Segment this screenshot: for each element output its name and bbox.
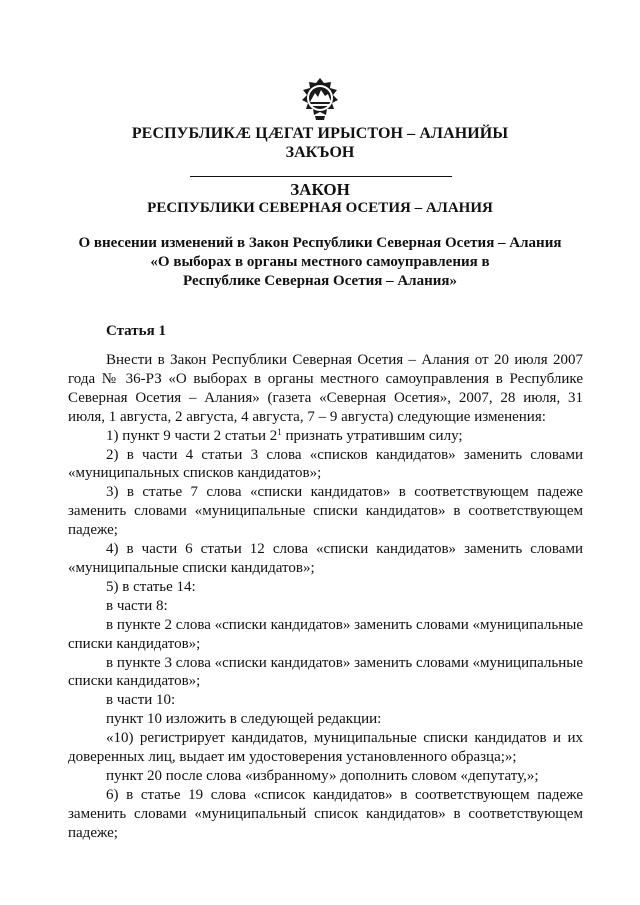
list-item: 5) в статье 14: bbox=[106, 578, 196, 595]
article-intro: Внести в Закон Республики Северная Осетия – Алания от 20 июля 2007 года № 36-РЗ «О выборах в органы местного самоуправления в Республике Северная Осетия – Алания» (газета «Северная Осетия», 2007, 28 июля, 31 июля, 1 августа, 2 августа, 4 августа, 7 – 9 августа) следующие изменения: bbox=[68, 352, 583, 425]
sub-item: пункт 10 изложить в следующей редакции: bbox=[106, 711, 382, 728]
header-republic: РЕСПУБЛИКИ СЕВЕРНАЯ ОСЕТИЯ – АЛАНИЯ bbox=[147, 200, 493, 216]
sub-item: пункт 20 после слова «избранному» дополнить словом «депутату,»; bbox=[106, 767, 539, 784]
list-item: 2) в части 4 статьи 3 слова «списков кандидатов» заменить словами «муниципальных списков кандидатов»; bbox=[68, 446, 583, 482]
sub-item: «10) регистрирует кандидатов, муниципальные списки кандидатов и их доверенных лиц, выдает им удостоверения установленного образца;»; bbox=[68, 730, 583, 766]
list-item: 6) в статье 19 слова «список кандидатов» в соответствующем падеже заменить словами «муниципальный список кандидатов» в соответствующем падеже; bbox=[68, 786, 583, 841]
sub-item: в пункте 3 слова «списки кандидатов» заменить словами «муниципальные списки кандидатов»; bbox=[68, 654, 583, 690]
sub-item: в части 10: bbox=[106, 692, 176, 709]
sub-item: в части 8: bbox=[106, 597, 168, 614]
list-item-text: признать утратившим силу; bbox=[281, 427, 463, 444]
list-item: 3) в статье 7 слова «списки кандидатов» в соответствующем падеже заменить словами «муниципальные списки кандидатов» в соответствующем падеже; bbox=[68, 484, 583, 539]
list-item: 4) в части 6 статьи 12 слова «списки кандидатов» заменить словами «муниципальные списки кандидатов»; bbox=[68, 541, 583, 576]
header-divider bbox=[190, 176, 452, 177]
article-heading: Статья 1 bbox=[106, 323, 166, 339]
header-ossetian-republic: РЕСПУБЛИКӔ ЦӔГАТ ИРЫСТОН – АЛАНИЙЫ bbox=[131, 125, 509, 142]
list-item-text: 1) пункт 9 части 2 статьи 2 bbox=[106, 427, 278, 444]
header-ossetian-law: ЗАКЪОН bbox=[285, 144, 355, 161]
law-title-line: О внесении изменений в Закон Республики Северная Осетия – Алания bbox=[78, 235, 562, 251]
law-title-line: Республике Северная Осетия – Алания» bbox=[183, 273, 457, 289]
law-title-line: «О выборах в органы местного самоуправления в bbox=[150, 254, 490, 270]
superscript: 1 bbox=[277, 426, 282, 437]
header-law: ЗАКОН bbox=[290, 180, 350, 199]
law-title bbox=[0, 234, 640, 291]
article-body bbox=[68, 351, 583, 843]
coat-of-arms-icon bbox=[297, 76, 343, 122]
sub-item: в пункте 2 слова «списки кандидатов» заменить словами «муниципальные списки кандидатов»; bbox=[68, 616, 583, 652]
list-item bbox=[68, 427, 583, 446]
